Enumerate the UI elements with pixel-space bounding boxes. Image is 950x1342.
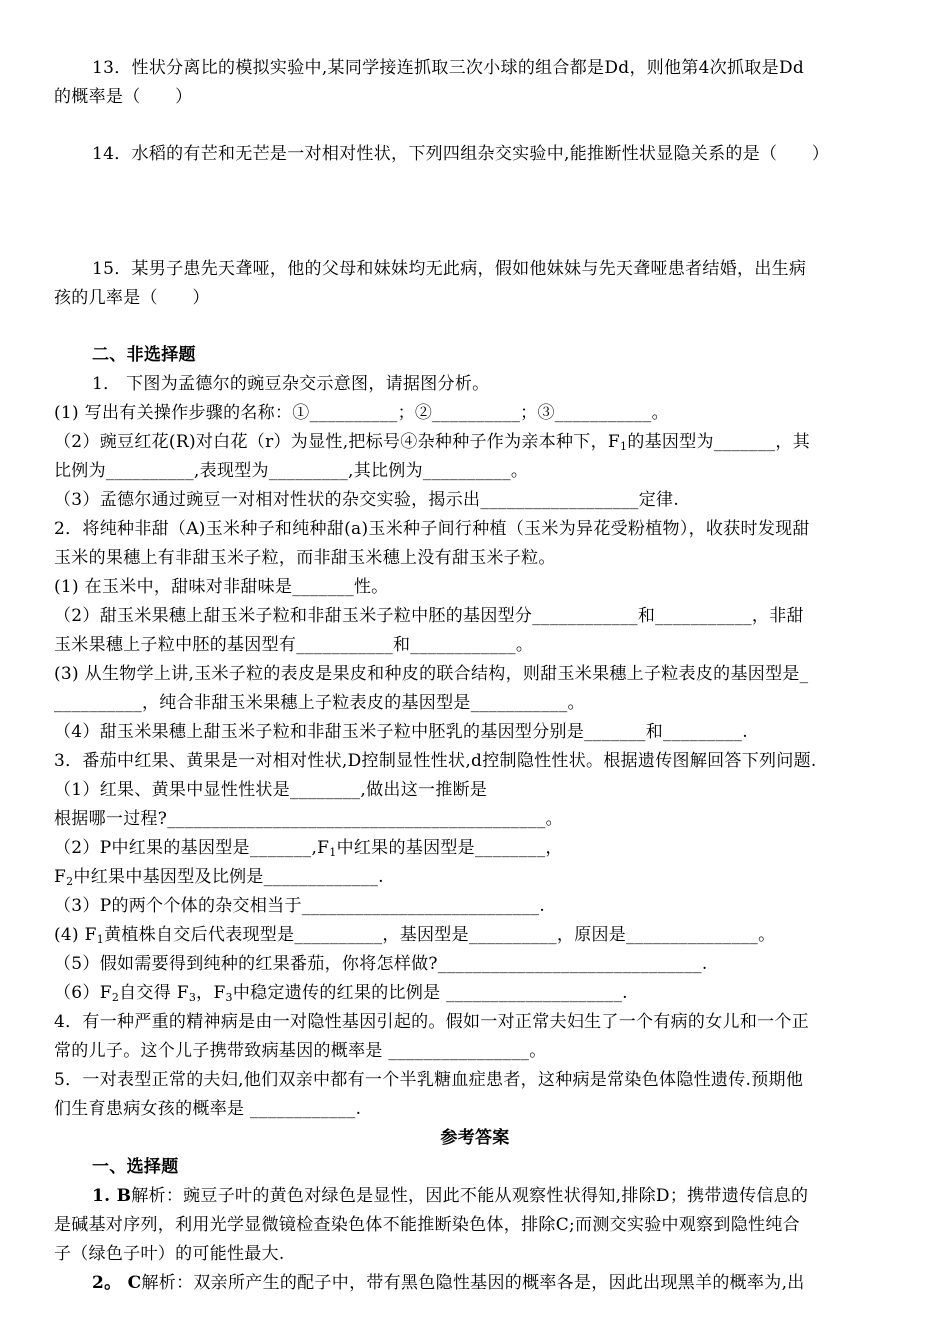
q14-stem: 14．水稻的有芒和无芒是一对相对性状，下列四组杂交实验中,能推断性状显隐关系的是（ ） <box>92 144 830 164</box>
problem2-intro-line1: 2．将纯种非甜（A)玉米种子和纯种甜(a)玉米种子间行种植（玉米为异花受粉植物），收获时发现甜 <box>54 519 810 539</box>
problem2-part2-line2: 玉米果穗上子粒中胚的基因型有___________和____________。 <box>54 635 534 655</box>
problem3-part5: （5）假如需要得到纯种的红果番茄，你将怎样做?______________________________. <box>54 954 708 974</box>
problem3-part4-text-b: 黄植株自交后代表现型是__________，基因型是__________，原因是_______________。 <box>104 925 776 945</box>
problem3-part4-text-a: (4) F <box>54 925 97 945</box>
answer1-label: 1. B <box>92 1186 132 1206</box>
answer1-text: 解析：豌豆子叶的黄色对绿色是显性，因此不能从观察性状得知,排除D；携带遗传信息的 <box>131 1186 809 1206</box>
subscript-1: 1 <box>96 933 105 946</box>
problem4-line1: 4．有一种严重的精神病是由一对隐性基因引起的。假如一对正常夫妇生了一个有病的女儿和一个正 <box>54 1012 810 1032</box>
q15-stem-line2: 孩的几率是（ ） <box>54 288 210 308</box>
problem3-part2-f-label: F <box>54 867 67 887</box>
problem1-part2-line2: 比例为__________,表现型为_________,其比例为__________。 <box>54 461 529 481</box>
answer2-text: 解析：双亲所产生的配子中，带有黑色隐性基因的概率各是，因此出现黑羊的概率为,出 <box>141 1273 805 1293</box>
problem5-line1: 5．一对表型正常的夫妇,他们双亲中都有一个半乳糖血症患者，这种病是常染色体隐性遗传.预期他 <box>54 1070 804 1090</box>
problem3-part6-text-d: 中稳定遗传的红果的比例是 ____________________. <box>232 983 628 1003</box>
problem3-part3: （3）P的两个个体的杂交相当于___________________________. <box>54 896 546 916</box>
problem1-part2-text-a: （2）豌豆红花(R)对白花（r）为显性,把标号④杂种种子作为亲本种下，F <box>54 432 621 452</box>
subscript-2: 2 <box>111 991 120 1004</box>
problem2-part4: （4）甜玉米果穗上甜玉米子粒和非甜玉米子粒中胚乳的基因型分别是_______和_________. <box>54 722 748 742</box>
problem3-part2-text-b: 中红果的基因型是________， <box>336 838 563 858</box>
problem4-line2: 常的儿子。这个儿子携带致病基因的概率是 ________________。 <box>54 1041 547 1061</box>
answer1-line3: 子（绿色子叶）的可能性最大. <box>54 1244 285 1264</box>
subscript-1: 1 <box>329 846 337 859</box>
problem2-part2-line1: （2）甜玉米果穗上甜玉米子粒和非甜玉米子粒中胚的基因型分____________和___________，非甜 <box>54 606 804 626</box>
answer2-label: 2。 C <box>92 1273 142 1293</box>
q15-stem-line1: 15．某男子患先天聋哑，他的父母和妹妹均无此病，假如他妹妹与先天聋哑患者结婚，出生病 <box>92 259 807 279</box>
problem1-part1: (1) 写出有关操作步骤的名称：①__________；②__________；③___________。 <box>54 403 669 423</box>
problem2-part1: (1) 在玉米中，甜味对非甜味是_______性。 <box>54 577 389 597</box>
problem3-part6-text-b: 自交得 F <box>119 983 189 1003</box>
problem3-part4 <box>54 924 914 946</box>
problem3-part1-line2: 根据哪一过程?___________________________________________。 <box>54 809 563 829</box>
answer2-line1 <box>92 1272 914 1294</box>
subscript-3: 3 <box>225 991 233 1004</box>
problem1-part3: （3）孟德尔通过豌豆一对相对性状的杂交实验，揭示出__________________定律. <box>54 490 680 510</box>
problem3-part6-text-c: ，F <box>196 983 226 1003</box>
answer1-line1 <box>92 1185 914 1207</box>
section-heading-choice: 一、选择题 <box>92 1157 179 1177</box>
problem3-part2-text-a: （2）P中红果的基因型是_______,F <box>54 838 330 858</box>
q13-stem-line1: 13．性状分离比的模拟实验中,某同学接连抓取三次小球的组合都是Dd，则他第4次抓取是Dd <box>92 58 805 78</box>
answers-title: 参考答案 <box>440 1128 510 1148</box>
problem5-line2: 们生育患病女孩的概率是 ____________. <box>54 1099 362 1119</box>
subscript-1: 1 <box>620 440 628 453</box>
problem3-part6-text-a: （6）F <box>54 983 112 1003</box>
problem3-part1-line1: （1）红果、黄果中显性性状是________,做出这一推断是 <box>54 780 488 800</box>
answer1-line2: 是碱基对序列，利用光学显微镜检查染色体不能推断染色体，排除C;而测交实验中观察到隐性纯合 <box>54 1215 800 1235</box>
subscript-2: 2 <box>66 875 74 888</box>
problem3-part2-text-c: 中红果中基因型及比例是_____________. <box>73 867 384 887</box>
problem3-part6 <box>54 982 914 1004</box>
problem1-part2-line1 <box>54 431 914 453</box>
problem3-intro: 3．番茄中红果、黄果是一对相对性状,D控制显性性状,d控制隐性性状。根据遗传图解回答下列问题. <box>54 751 817 771</box>
problem1-part2-text-b: 的基因型为_______，其 <box>627 432 811 452</box>
problem2-intro-line2: 玉米的果穗上有非甜玉米子粒，而非甜玉米穗上没有甜玉米子粒。 <box>54 548 556 568</box>
problem2-part3-line1: (3) 从生物学上讲,玉米子粒的表皮是果皮和种皮的联合结构，则甜玉米果穗上子粒表皮的基因型是_ <box>54 664 809 684</box>
problem2-part3-line2: __________，纯合非甜玉米果穗上子粒表皮的基因型是___________。 <box>54 693 585 713</box>
problem3-part2-line2 <box>54 866 914 888</box>
subscript-3: 3 <box>188 991 197 1004</box>
section-heading-nonchoice: 二、非选择题 <box>92 345 196 365</box>
q13-stem-line2: 的概率是（ ） <box>54 87 193 107</box>
problem3-part2-line1 <box>54 837 914 859</box>
problem1-intro: 1． 下图为孟德尔的豌豆杂交示意图，请据图分析。 <box>92 374 490 394</box>
